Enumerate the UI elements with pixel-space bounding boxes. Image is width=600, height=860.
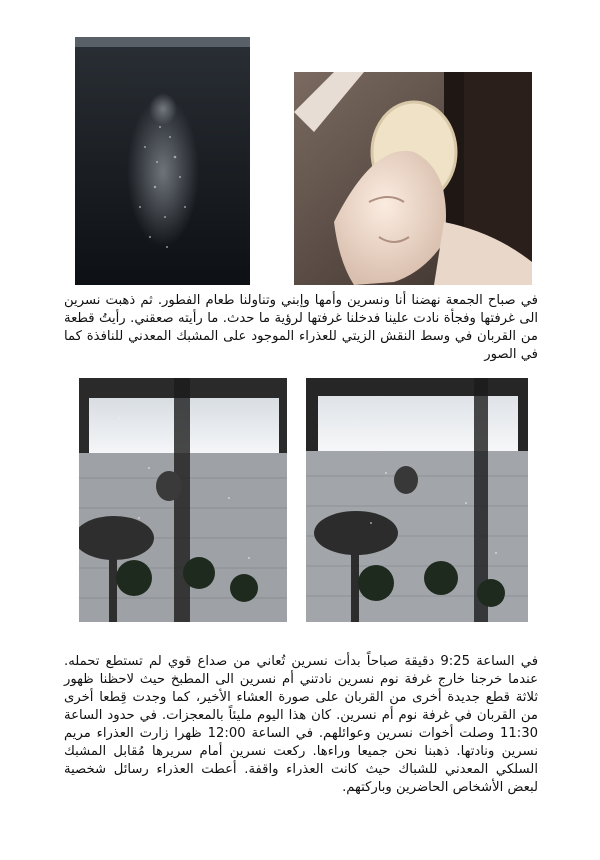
photo-crucifix-statue [294,72,532,285]
photo-window-screen-right [306,378,528,622]
photo-dark-window [75,37,250,285]
dark-window-image [75,37,250,285]
paragraph-miracles-day: في الساعة 9:25 دقيقة صباحاً بدأت نسرين تُعاني من صداع قوي لم تستطع تحمله. عندما خرجنا خارج غرفة نوم نسرين نادتني أم نسرين الى المطبخ حيث لاحظنا ظهور ثلاثة قطع جديدة أخرى من القربان على صورة العشاء الأخير، كما وجدت قِطعا أخرى من القربان في غرفة نوم أم نسرين. كان هذا اليوم مليئاً بالمعجزات. في حدود الساعة 11:30 وصلت أخوات نسرين وعوائلهم. في الساعة 12:00 ظهرا زارت العذراء مريم نسرين ونادتها. ذهبنا نحن جميعا وراءها. ركعت نسرين أمام سريرها مُقابل المشبك السلكي المعدني للشباك حيث كانت العذراء واقفة. أعطت العذراء رسائل شخصية لبعض الأشخاص الحاضرين وباركتهم. [64,654,538,795]
window-screen-image [79,378,287,622]
photo-window-screen-left [79,378,287,622]
paragraph-morning-events: في صباح الجمعة نهضنا أنا ونسرين وأمها وإبني وتناولنا طعام الفطور. ثم ذهبت نسرين الى غرفتها وفجأة نادت علينا فدخلنا غرفتها لرؤية ما حدث. ما رأيته صعقني. رأيتُ قطعة من القربان في وسط النقش الزيتي للعذراء الموجود على المشبك المعدني للنافذة كما في الصور [64,293,538,362]
crucifix-statue-image [294,72,532,285]
window-screen-image-2 [306,378,528,622]
